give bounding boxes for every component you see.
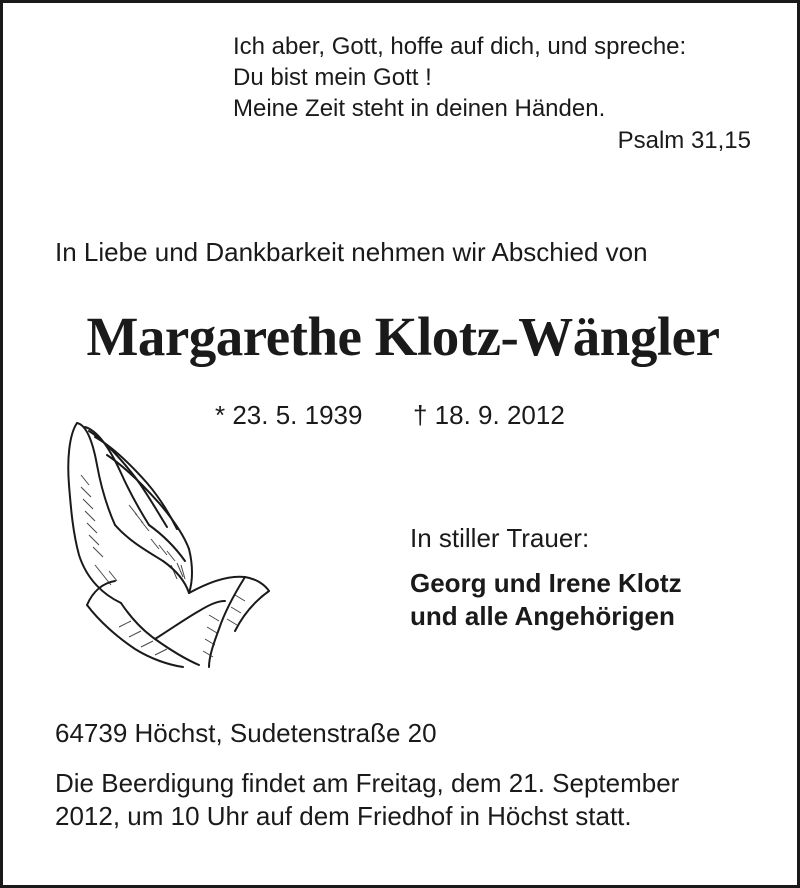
farewell-intro: In Liebe und Dankbarkeit nehmen wir Abschied von bbox=[55, 237, 648, 267]
praying-hands-icon bbox=[59, 415, 273, 671]
death-date: † 18. 9. 2012 bbox=[413, 400, 565, 430]
funeral-line: 2012, um 10 Uhr auf dem Friedhof in Höchst statt. bbox=[55, 801, 632, 831]
funeral-line: Die Beerdigung findet am Freitag, dem 21. September bbox=[55, 768, 680, 798]
bible-verse bbox=[233, 31, 686, 124]
verse-reference: Psalm 31,15 bbox=[617, 127, 751, 154]
mourning-label: In stiller Trauer: bbox=[410, 523, 590, 553]
verse-line: Ich aber, Gott, hoffe auf dich, und spreche: bbox=[233, 33, 687, 60]
mourner-names: Georg und Irene Klotz bbox=[410, 568, 682, 598]
funeral-info bbox=[55, 767, 679, 833]
verse-line: Du bist mein Gott ! bbox=[233, 64, 432, 91]
birth-date: * 23. 5. 1939 bbox=[215, 400, 363, 430]
verse-line: Meine Zeit steht in deinen Händen. bbox=[233, 95, 606, 122]
mourner-names: und alle Angehörigen bbox=[410, 601, 675, 631]
deceased-name: Margarethe Klotz-Wängler bbox=[86, 306, 720, 367]
family-address: 64739 Höchst, Sudetenstraße 20 bbox=[55, 718, 437, 748]
